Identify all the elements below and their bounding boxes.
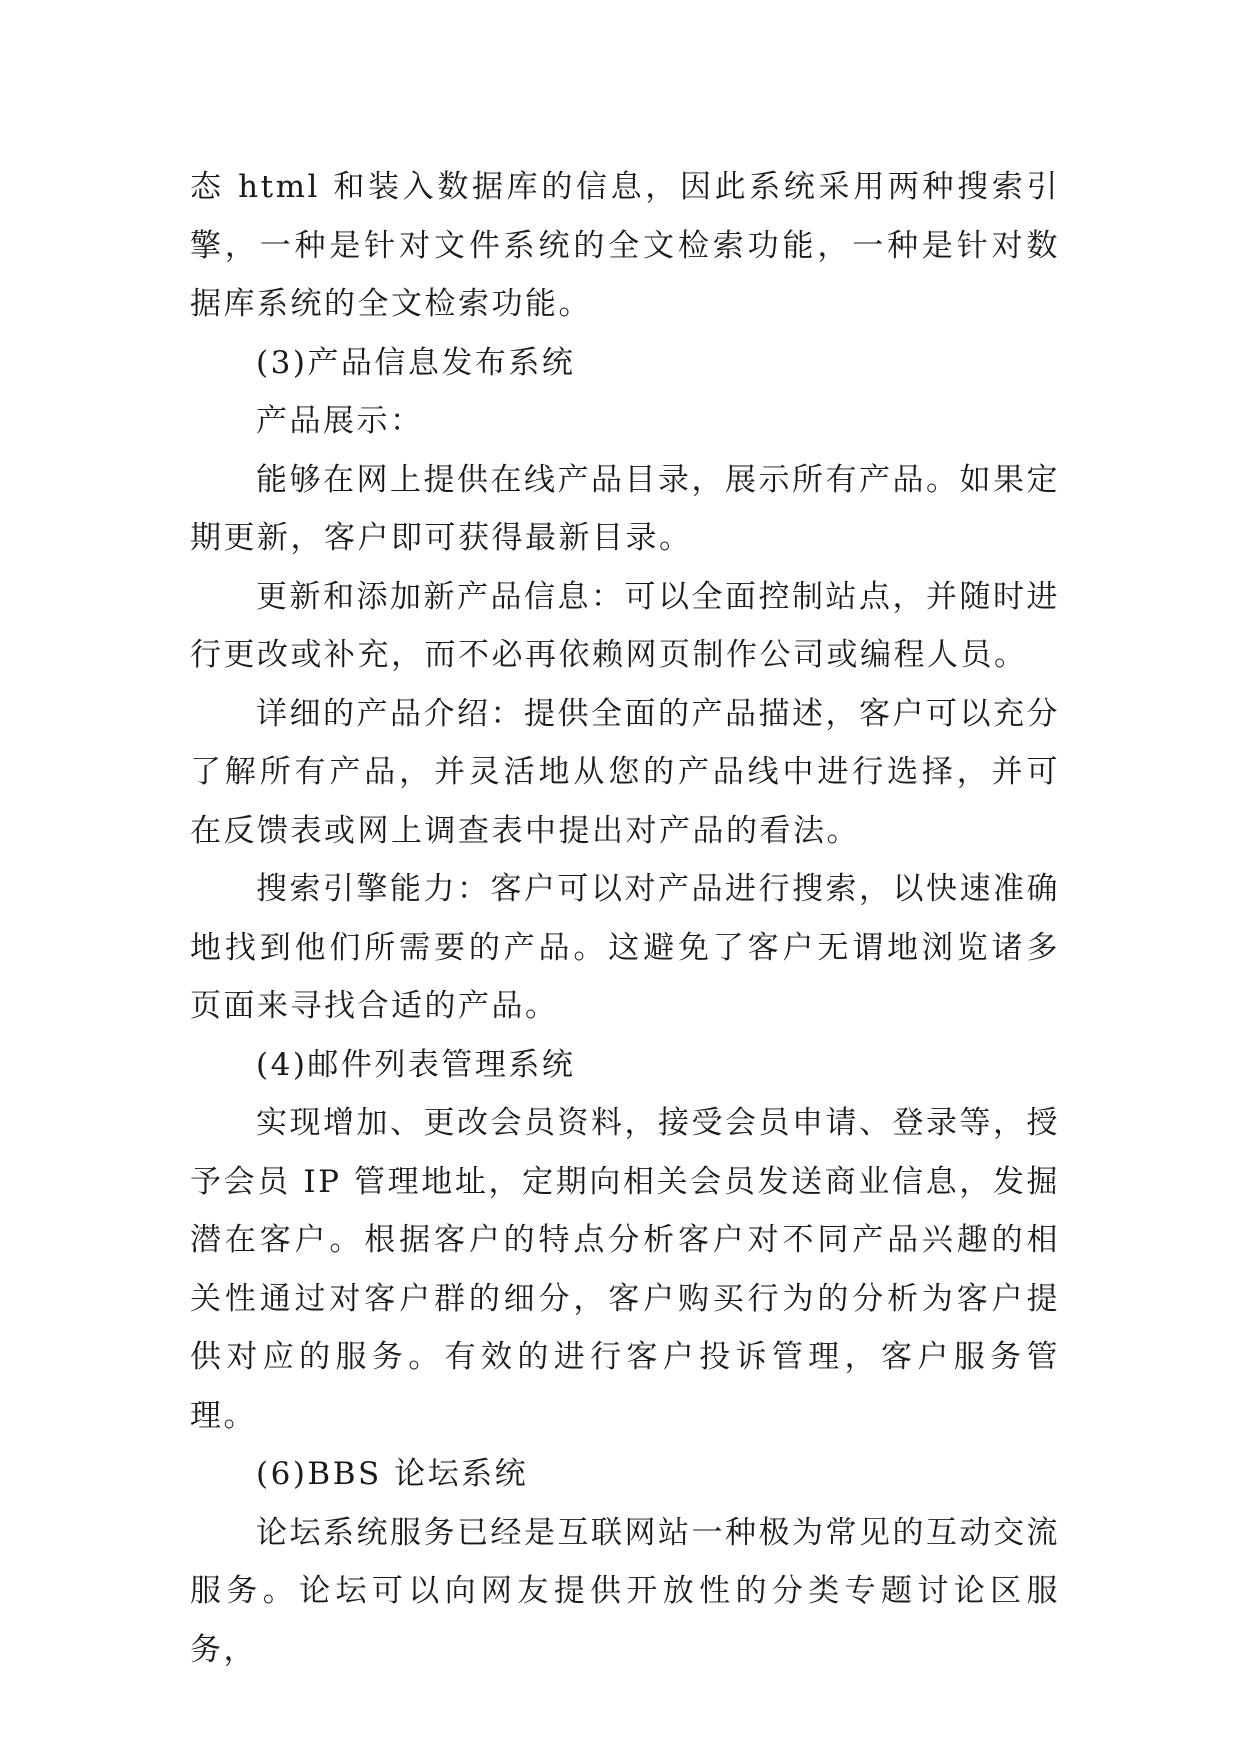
heading-bbs-forum-system: (6)BBS 论坛系统 xyxy=(256,1456,529,1492)
heading-mailing-list-system: (4)邮件列表管理系统 xyxy=(256,1046,576,1083)
paragraph-online-catalog: 能够在网上提供在线产品目录，展示所有产品。如果定期更新，客户即可获得最新目录。 xyxy=(190,461,1060,556)
paragraph-search-engine-continued: 态 html 和装入数据库的信息，因此系统采用两种搜索引擎，一种是针对文件系统的全文检索功能，一种是针对数据库系统的全文检索功能。 xyxy=(190,169,1060,322)
paragraph-search-capability: 搜索引擎能力：客户可以对产品进行搜索，以快速准确地找到他们所需要的产品。这避免了客户无谓地浏览诸多页面来寻找合适的产品。 xyxy=(190,871,1060,1024)
heading-product-display: 产品展示： xyxy=(256,403,424,439)
document-body xyxy=(190,158,1060,1679)
heading-product-info-system: (3)产品信息发布系统 xyxy=(256,344,576,381)
paragraph-member-management: 实现增加、更改会员资料，接受会员申请、登录等，授予会员 IP 管理地址，定期向相关会员发送商业信息，发掘潜在客户。根据客户的特点分析客户对不同产品兴趣的相关性通过对客户群的细分，客户购买行为的分析为客户提供对应的服务。有效的进行客户投诉管理，客户服务管理。 xyxy=(190,1105,1060,1434)
paragraph-product-details: 详细的产品介绍：提供全面的产品描述，客户可以充分了解所有产品，并灵活地从您的产品线中进行选择，并可在反馈表或网上调查表中提出对产品的看法。 xyxy=(190,695,1060,849)
paragraph-update-products: 更新和添加新产品信息：可以全面控制站点，并随时进行更改或补充，而不必再依赖网页制作公司或编程人员。 xyxy=(190,578,1060,673)
paragraph-forum-service: 论坛系统服务已经是互联网站一种极为常见的互动交流服务。论坛可以向网友提供开放性的分类专题讨论区服务， xyxy=(190,1514,1060,1668)
